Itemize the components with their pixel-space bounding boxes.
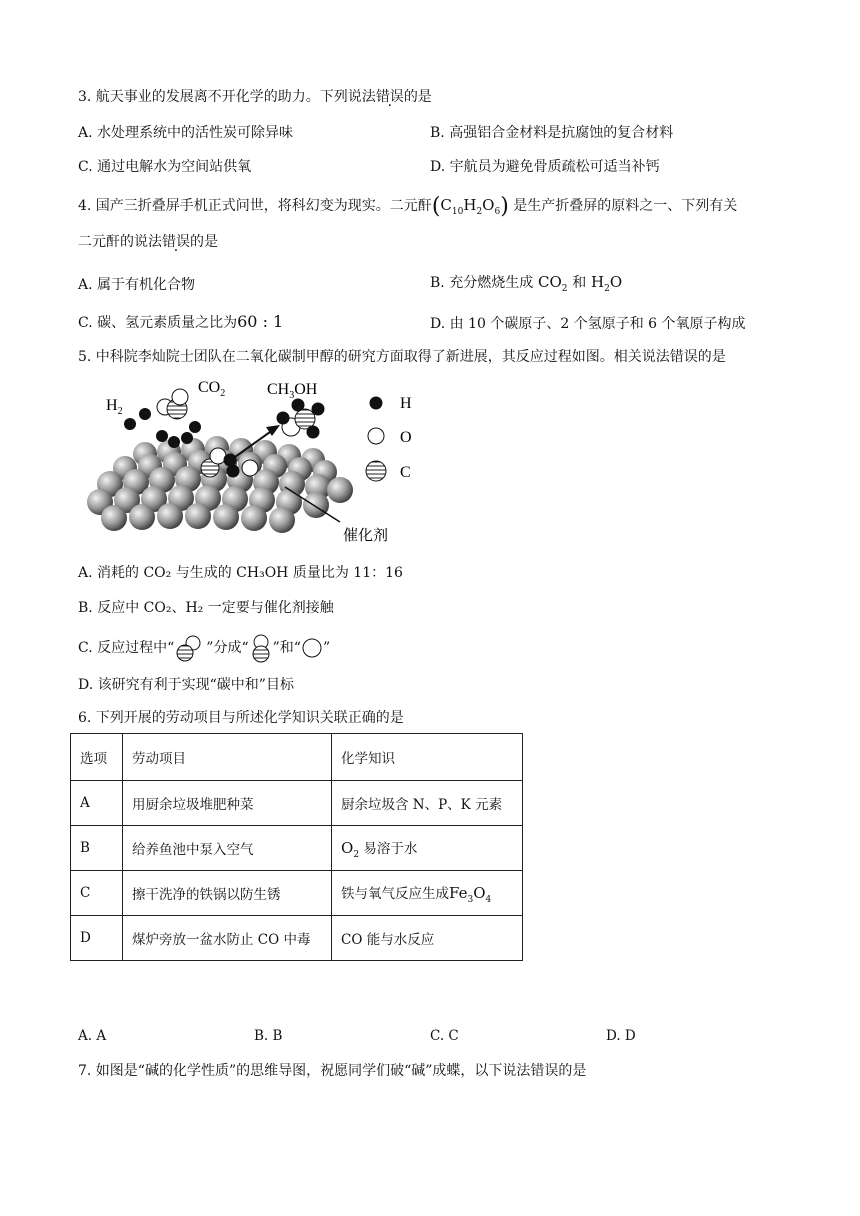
legend-o-atom [368, 428, 384, 444]
q4-option-d: D. 由 10 个碳原子、2 个氢原子和 6 个氧原子构成 [430, 316, 746, 332]
table-header-row [71, 734, 523, 781]
q7-stem: 7. 如图是“碱的化学性质”的思维导图，祝愿同学们破“碱”成蝶，以下说法错误的是 [78, 1063, 587, 1079]
q3-option-b: B. 高强铝合金材料是抗腐蚀的复合材料 [430, 125, 674, 141]
q5-option-b: B. 反应中 CO₂、H₂ 一定要与催化剂接触 [78, 600, 334, 616]
table-row [71, 826, 523, 871]
q6-answer-c: C. C [430, 1028, 459, 1044]
legend-c-atom [366, 461, 386, 481]
table-cell: 用厨余垃圾堆肥种菜 [123, 781, 332, 826]
label-catalyst: 催化剂 [343, 526, 389, 544]
table-header: 劳动项目 [123, 734, 332, 781]
legend-h-atom [370, 397, 383, 410]
q6-answer-b: B. B [254, 1028, 283, 1044]
o-atom-icon [301, 637, 323, 659]
q4-option-b: B. 充分燃烧生成 $CO_2$ 和 $H_2O$ [430, 273, 623, 294]
q5-option-a: A. 消耗的 CO₂ 与生成的 CH₃OH 质量比为 11：16 [78, 565, 403, 581]
co2-molecule [157, 389, 188, 419]
q6-answer-a: A. A [78, 1028, 107, 1044]
q4-stem-line1: 4. 国产三折叠屏手机正式问世，将科幻变为现实。二元酐$(C_{10}H_2O_6)$ 是生产折叠屏的原料之一、下列有关 [78, 194, 738, 219]
q3-option-a: A. 水处理系统中的活性炭可除异味 [78, 125, 294, 141]
co-split-icon [249, 632, 273, 664]
table-cell: $O_2$ 易溶于水 [332, 826, 523, 871]
legend-c-label: C [400, 464, 411, 481]
legend-o-label: O [400, 429, 412, 446]
q4-emphasis: 错误 [162, 234, 190, 250]
table-cell: 厨余垃圾含 N、P、K 元素 [332, 781, 523, 826]
q6-stem: 6. 下列开展的劳动项目与所述化学知识关联正确的是 [78, 710, 404, 726]
q4-option-a: A. 属于有机化合物 [78, 277, 196, 293]
q3-option-d: D. 宇航员为避免骨质疏松可适当补钙 [430, 159, 660, 175]
table-cell: D [71, 916, 123, 961]
table-row [71, 916, 523, 961]
q3-stem: 3. 航天事业的发展离不开化学的助力。下列说法错误的是 [78, 89, 432, 105]
table-cell: 铁与氧气反应生成$Fe_3O_4$ [332, 871, 523, 916]
q4-stem-line2: 二元酐的说法错误的是 [78, 234, 218, 250]
q6-table [70, 733, 523, 961]
q5-option-d: D. 该研究有利于实现“碳中和”目标 [78, 677, 294, 693]
q5-option-c: C. 反应过程中“ ”分成“ ”和“ ” [78, 632, 330, 664]
table-cell: C [71, 871, 123, 916]
table-cell: B [71, 826, 123, 871]
label-ch3oh: $CH_3OH$ [267, 381, 318, 401]
co-molecule-icon [174, 632, 206, 664]
table-cell: 给养鱼池中泵入空气 [123, 826, 332, 871]
q6-answer-d: D. D [606, 1028, 636, 1044]
table-cell: 煤炉旁放一盆水防止 CO 中毒 [123, 916, 332, 961]
ch3oh-molecule [277, 399, 324, 438]
figure-legend [366, 395, 412, 481]
table-header: 选项 [71, 734, 123, 781]
q3-emphasis: 错误 [375, 89, 404, 105]
q5-stem: 5. 中科院李灿院士团队在二氧化碳制甲醇的研究方面取得了新进展，其反应过程如图。相关说法错误的是 [78, 349, 726, 365]
q4-option-c: C. 碳、氢元素质量之比为60 : 1 [78, 312, 284, 331]
table-cell: 擦干洗净的铁锅以防生锈 [123, 871, 332, 916]
legend-h-label: H [400, 395, 412, 412]
table-row [71, 871, 523, 916]
table-cell: A [71, 781, 123, 826]
table-header: 化学知识 [332, 734, 523, 781]
q3-option-c: C. 通过电解水为空间站供氧 [78, 159, 252, 175]
q5-reaction-figure [70, 372, 430, 552]
label-co2: $CO_2$ [198, 379, 226, 399]
label-h2: $H_2$ [106, 397, 123, 417]
table-row [71, 781, 523, 826]
q4-formula: $(C_{10}H_2O_6)$ [431, 194, 509, 219]
table-cell: CO 能与水反应 [332, 916, 523, 961]
